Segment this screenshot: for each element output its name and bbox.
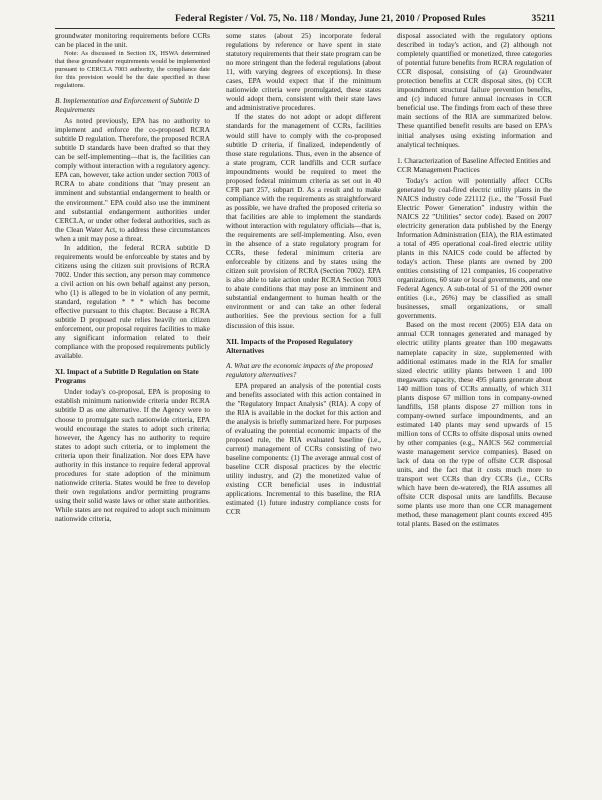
paragraph: In addition, the federal RCRA subtitle D requirements would be enforceable by states and by citizens using the citizen suit provisions of RCRA 7002. Under this section, any person may commence a civil action on his own behalf against any person, who (1) is alleged to be in violation of any permit, standard, regulation * * * which has become effective pursuant to this chapter. Because a RCRA subtitle D proposed rule relies heavily on citizen enforcement, our proposal requires facilities to make any significant information related to their compliance with the proposed requirements publicly available. [55,243,210,361]
page-header [55,13,555,27]
header-rule [55,28,555,29]
running-head: Federal Register / Vol. 75, No. 118 / Monday, June 21, 2010 / Proposed Rules [175,13,486,24]
paragraph: Based on the most recent (2005) EIA data on annual CCR tonnages generated and managed by electric utility plants greater than 100 megawatts nameplate capacity in size, supplemented with additional estimates made in the RIA for smaller sized electric utility plants between 1 and 100 megawatts capacity, these 495 plants generate about 140 million tons of CCRs annually, of which 311 plants dispose 67 million tons in company-owned landfills, 158 plants dispose 27 million tons in company-owned surface impoundments, and an estimated 140 plants may send upwards of 15 million tons of CCRs to offsite disposal units owned by other companies (e.g., NAICS 562 commercial waste management service companies). Based on lack of data on the type of offsite CCR disposal units, and the fact that it costs much more to transport wet CCRs than dry CCRs (i.e., CCRs which have been de-watered), the RIA assumes all offsite CCR disposal units are landfills. Because some plants use more than one CCR management method, these management plant counts exceed 495 total plants. Based on the estimates [397,321,552,529]
paragraph: Today's action will potentially affect CCRs generated by coal-fired electric utility plants in the NAICS industry code 221112 (i.e., the "Fossil Fuel Electric Power Generation" industry within the NAICS 22 "Utilities" sector code). Based on 2007 electricity generation data published by the Energy Information Administration (EIA), the RIA estimated a total of 495 operational coal-fired electric utility plants in this NAICS code could be affected by today's action. These plants are owned by 200 entities consisting of 121 companies, 16 cooperative organizations, 60 state or local governments, and one Federal Agency. A sub-total of 51 of the 200 owner entities (i.e., 26%) may be classified as small businesses, small organizations, or small governments. [397,176,552,321]
paragraph: If the states do not adopt or adopt different standards for the management of CCRs, facilities would still have to comply with the co-proposed subtitle D criteria, if finalized, independently of those state regulations. Thus, even in the absence of a state program, CCR landfills and CCR surface impoundments would be required to meet the proposed federal minimum criteria as set out in 40 CFR part 257, subpart D. As a result and to make compliance with the requirements as straightforward as possible, we have drafted the proposed criteria so that facilities are able to implement the standards without interaction with regulatory officials—that is, the requirements are self-implementing. Also, even in the absence of a state regulatory program for CCRs, these federal minimum criteria are enforceable by citizens and by states using the citizen suit provision of RCRA (Section 7002). EPA is also able to take action under RCRA Section 7003 to abate conditions that may pose an imminent and substantial endangerment to human health or the environment or and can take an other federal authorities. See the previous section for a full discussion of this issue. [226,113,381,330]
paragraph: EPA prepared an analysis of the potential costs and benefits associated with this action contained in the "Regulatory Impact Analysis" (RIA). A copy of the RIA is available in the docket for this action and the analysis is briefly summarized here. For purposes of evaluating the potential economic impacts of the proposed rule, the RIA evaluated baseline (i.e., current) management of CCRs consisting of two baseline components: (1) The average annual cost of baseline CCR disposal practices by the electric utility industry, and (2) the monetized value of existing CCR beneficial uses in industrial applications. Incremental to this baseline, the RIA estimated (1) future industry compliance costs for CCR [226,381,381,517]
paragraph: some states (about 25) incorporate federal regulations by reference or have spent in state statutory requirements that their state program can be no more stringent than the federal regulations (about 11, with varying degrees of exceptions). In these cases, EPA would expect that if the minimum nationwide criteria were promulgated, these states would adopt them, consistent with their state laws and administrative procedures. [226,32,381,113]
column-2 [226,32,381,792]
paragraph: disposal associated with the regulatory options described in today's action, and (2) although not completely quantified or monetized, three categories of potential future benefits from RCRA regulation of CCR disposal, consisting of (a) Groundwater protection benefits at CCR disposal sites, (b) CCR impoundment structural failure prevention benefits, and (c) induced future annual increases in CCR beneficial use. The findings from each of these three main sections of the RIA are summarized below. These quantified benefit results are based on EPA's initial analyses using existing information and analytical techniques. [397,32,552,149]
column-3 [397,32,552,792]
section-heading: XI. Impact of a Subtitle D Regulation on State Programs [55,367,199,386]
section-heading: A. What are the economic impacts of the proposed regulatory alternatives? [226,360,373,379]
paragraph: As noted previously, EPA has no authority to implement and enforce the co-proposed RCRA subtitle D regulation. Therefore, the proposed RCRA subtitle D standards have been drafted so that they can be self-implementing—that is, the facilities can comply without interaction with a regulatory agency. EPA can, however, take action under section 7003 of RCRA to abate conditions that "may present an imminent and substantial endangerment to health or the environment." EPA could also use the imminent and substantial endangerment authorities under CERCLA, or under other federal authorities, such as the Clean Water Act, to address these circumstances when a unit may pose a threat. [55,117,210,243]
paragraph: Under today's co-proposal, EPA is proposing to establish minimum nationwide criteria under RCRA subtitle D as one alternative. If the Agency were to choose to promulgate such nationwide criteria, EPA would encourage the states to adopt such criteria; however, the Agency has no authority to require states to adopt such criteria, or to implement the criteria upon their finalization. Nor does EPA have authority in this instance to require federal approval procedures for state adoption of the minimum nationwide criteria. States would be free to develop their own regulations and/or permitting programs using their solid waste laws or other state authorities. While states are not required to adopt such minimum nationwide criteria, [55,388,210,524]
column-1 [55,32,210,792]
page-number: 35211 [531,13,555,24]
section-heading: B. Implementation and Enforcement of Subtitle D Requirements [55,96,200,115]
section-heading: 1. Characterization of Baseline Affected Entities and CCR Management Practices [397,155,551,174]
paragraph: groundwater monitoring requirements before CCRs can be placed in the unit. [55,32,210,50]
paragraph: Note: As discussed in Section IX, HSWA determined that these groundwater requirements would be implemented pursuant to CERCLA 7003 authority, the compliance date for this provision would be the date specified in these regulations. [55,50,210,90]
section-heading: XII. Impacts of the Proposed Regulatory Alternatives [226,336,353,355]
